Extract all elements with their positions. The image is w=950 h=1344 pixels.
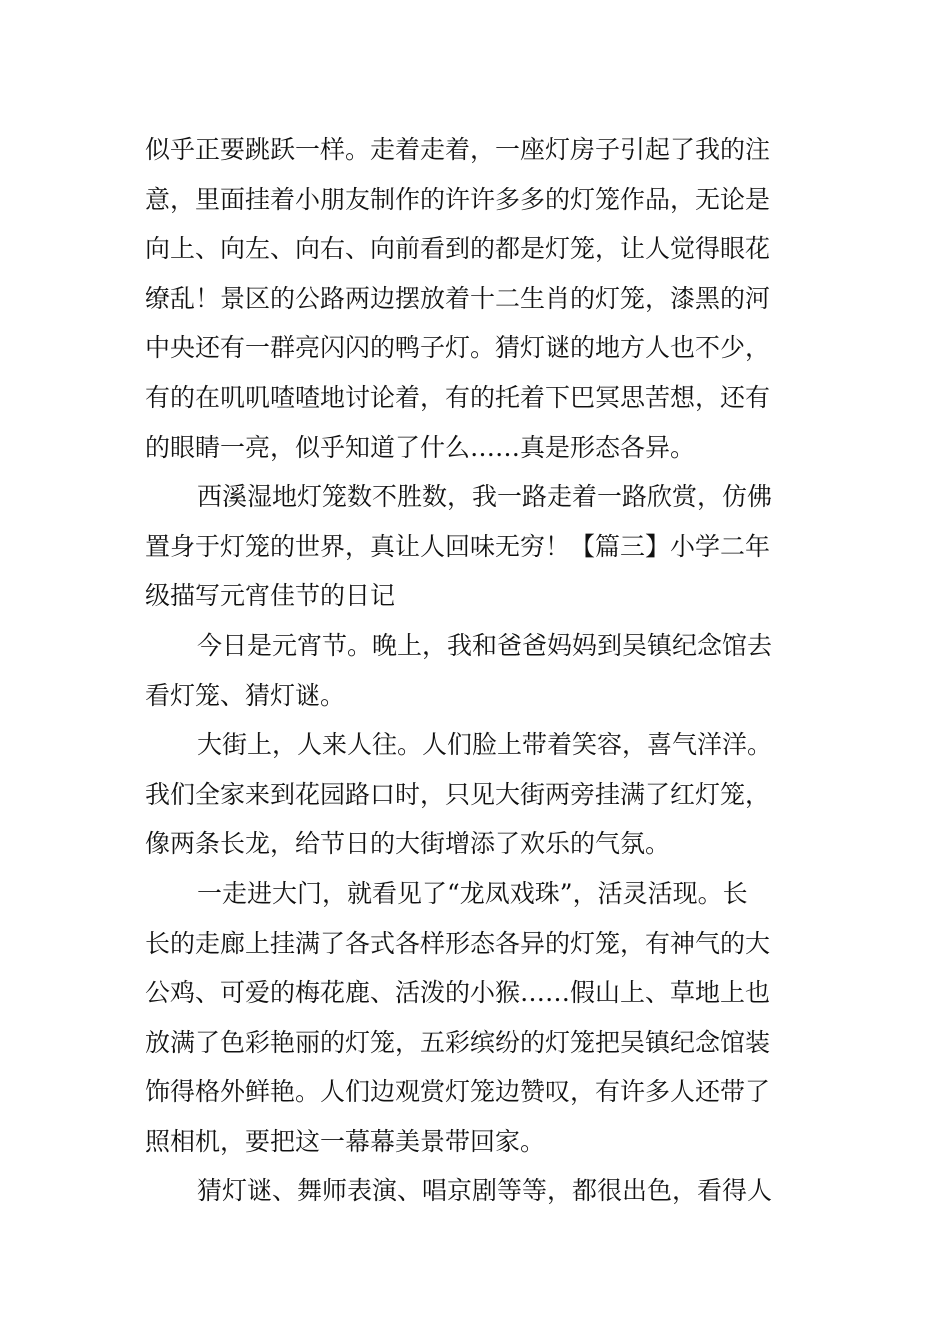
text-line: 我们全家来到花园路口时，只见大街两旁挂满了红灯笼，	[145, 779, 771, 809]
text-line: 中央还有一群亮闪闪的鸭子灯。猜灯谜的地方人也不少，	[145, 333, 771, 363]
paragraph-start-line: 西溪湿地灯笼数不胜数，我一路走着一路欣赏，仿佛	[197, 482, 773, 512]
text-line: 看灯笼、猜灯谜。	[145, 680, 346, 710]
text-line: 意，里面挂着小朋友制作的许许多多的灯笼作品，无论是	[145, 184, 771, 214]
paragraph-start-line: 猜灯谜、舞师表演、唱京剧等等，都很出色，看得人	[197, 1176, 773, 1206]
paragraph-start-line: 一走进大门，就看见了“龙凤戏珠”，活灵活现。长	[197, 878, 748, 908]
text-line: 放满了色彩艳丽的灯笼，五彩缤纷的灯笼把吴镇纪念馆装	[145, 1027, 771, 1057]
text-line: 公鸡、可爱的梅花鹿、活泼的小猴……假山上、草地上也	[145, 978, 771, 1008]
text-line: 照相机，要把这一幕幕美景带回家。	[145, 1126, 546, 1156]
text-line: 的眼睛一亮，似乎知道了什么……真是形态各异。	[145, 432, 696, 462]
text-line: 缭乱！景区的公路两边摆放着十二生肖的灯笼，漆黑的河	[145, 283, 771, 313]
text-line: 置身于灯笼的世界，真让人回味无穷！【篇三】小学二年	[145, 531, 771, 561]
text-line: 似乎正要跳跃一样。走着走着，一座灯房子引起了我的注	[145, 135, 771, 164]
text-line: 饰得格外鲜艳。人们边观赏灯笼边赞叹，有许多人还带了	[145, 1077, 771, 1107]
text-line: 级描写元宵佳节的日记	[145, 581, 396, 611]
text-line: 向上、向左、向右、向前看到的都是灯笼，让人觉得眼花	[145, 234, 771, 264]
text-line: 有的在叽叽喳喳地讨论着，有的托着下巴冥思苦想，还有	[145, 382, 771, 412]
text-line: 长的走廊上挂满了各式各样形态各异的灯笼，有神气的大	[145, 928, 771, 958]
text-line: 像两条长龙，给节日的大街增添了欢乐的气氛。	[145, 829, 671, 859]
document-page	[145, 125, 810, 1216]
paragraph-start-line: 今日是元宵节。晚上，我和爸爸妈妈到吴镇纪念馆去	[197, 630, 773, 660]
paragraph-start-line: 大街上，人来人往。人们脸上带着笑容，喜气洋洋。	[197, 730, 773, 760]
